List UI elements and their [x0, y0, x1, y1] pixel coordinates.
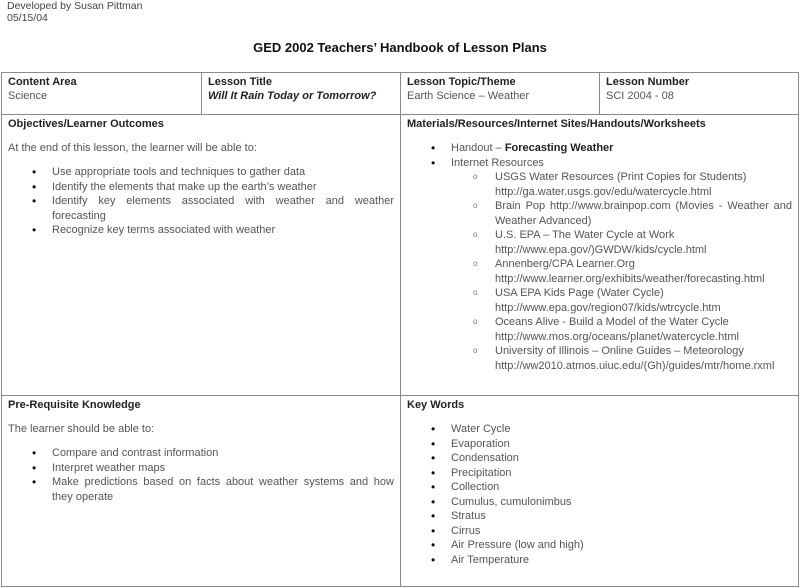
resource-name: University of Illinois – Online Guides – Meteorology [495, 345, 744, 357]
prerequisites-intro: The learner should be able to: [8, 423, 155, 435]
lesson-plan-table [1, 72, 799, 587]
list-item: • Water Cycle [407, 422, 792, 437]
content-area-cell [2, 73, 202, 115]
resource-link[interactable]: http://ww2010.atmos.uiuc.edu/(Gh)/guides/mtr/home.rxml [495, 359, 775, 372]
lesson-title-cell [202, 73, 401, 115]
author-line: Developed by Susan Pittman [7, 0, 143, 12]
internet-resources-label: Internet Resources [451, 156, 544, 169]
lesson-title-label: Lesson Title [208, 76, 272, 88]
resource-item [451, 286, 792, 315]
list-item: • Air Temperature [407, 553, 792, 568]
list-item: • Collection [407, 480, 792, 495]
bottom-row [2, 396, 799, 587]
list-item: • Cumulus, cumulonimbus [407, 495, 792, 510]
lesson-number-cell [600, 73, 799, 115]
list-item: • Use appropriate tools and techniques to gather data [8, 165, 394, 180]
resource-name: U.S. EPA – The Water Cycle at Work [495, 229, 675, 241]
lesson-number-value: SCI 2004 - 08 [606, 90, 674, 102]
content-area-value: Science [8, 90, 48, 102]
resource-item [451, 199, 792, 228]
list-item: • Evaporation [407, 437, 792, 452]
resource-link[interactable]: http://www.epa.gov/region07/kids/wtrcycle.htm [495, 301, 721, 314]
list-item: • Stratus [407, 509, 792, 524]
key-words-heading: Key Words [407, 399, 465, 411]
internet-resources-item [407, 156, 792, 374]
document-meta [7, 0, 142, 24]
list-item: • Precipitation [407, 466, 792, 481]
header-row [2, 73, 799, 115]
resource-link[interactable]: http://ga.water.usgs.gov/edu/watercycle.html [495, 185, 712, 198]
lesson-topic-label: Lesson Topic/Theme [407, 76, 516, 88]
resource-link[interactable]: http://www.mos.org/oceans/planet/watercycle.html [495, 330, 739, 343]
content-area-label: Content Area [8, 76, 77, 88]
materials-list [407, 141, 792, 373]
key-words-cell [401, 396, 799, 587]
list-item: • Recognize key terms associated with weather [8, 223, 394, 238]
list-item: • Compare and contrast information [8, 446, 394, 461]
list-item: • Identify the elements that make up the earth’s weather [8, 180, 394, 195]
resource-link[interactable]: http://www.epa.gov/)GWDW/kids/cycle.html [495, 243, 707, 256]
resource-name: USGS Water Resources (Print Copies for Students) [495, 171, 747, 183]
list-item: • Identify key elements associated with weather and weather forecasting [8, 194, 394, 223]
materials-heading: Materials/Resources/Internet Sites/Handouts/Worksheets [407, 118, 706, 130]
objectives-intro: At the end of this lesson, the learner will be able to: [8, 142, 257, 154]
objectives-cell [2, 115, 401, 396]
handout-prefix: Handout – [451, 142, 505, 154]
prerequisites-heading: Pre-Requisite Knowledge [8, 399, 141, 411]
date: 05/15/04 [7, 12, 48, 24]
resource-list [451, 170, 792, 373]
lesson-number-label: Lesson Number [606, 76, 690, 88]
resource-item [451, 315, 792, 344]
resource-name: Brain Pop http://www.brainpop.com (Movies - Weather and Weather Advanced) [495, 200, 792, 227]
document-title: GED 2002 Teachers’ Handbook of Lesson Plans [253, 40, 547, 55]
list-item: • Make predictions based on facts about weather systems and how they operate [8, 475, 394, 504]
resource-name: USA EPA Kids Page (Water Cycle) [495, 287, 664, 299]
handout-item [407, 141, 792, 156]
objectives-list [8, 165, 394, 238]
list-item: • Condensation [407, 451, 792, 466]
resource-name: Annenberg/CPA Learner.Org [495, 258, 635, 270]
objectives-row [2, 115, 799, 396]
resource-link[interactable]: http://www.learner.org/exhibits/weather/forecasting.html [495, 272, 765, 285]
key-words-list [407, 422, 792, 567]
prerequisites-cell [2, 396, 401, 587]
list-item: • Cirrus [407, 524, 792, 539]
handout-title: Forecasting Weather [504, 142, 614, 154]
lesson-topic-cell [401, 73, 600, 115]
resource-item [451, 257, 792, 286]
list-item: • Air Pressure (low and high) [407, 538, 792, 553]
prerequisites-list [8, 446, 394, 504]
lesson-title-value: Will It Rain Today or Tomorrow? [208, 90, 377, 102]
resource-item [451, 228, 792, 257]
lesson-topic-value: Earth Science – Weather [407, 90, 530, 102]
resource-item [451, 344, 792, 373]
resource-item [451, 170, 792, 199]
resource-name: Oceans Alive - Build a Model of the Water Cycle [495, 316, 729, 328]
objectives-heading: Objectives/Learner Outcomes [8, 118, 164, 130]
list-item: • Interpret weather maps [8, 461, 394, 476]
materials-cell [401, 115, 799, 396]
